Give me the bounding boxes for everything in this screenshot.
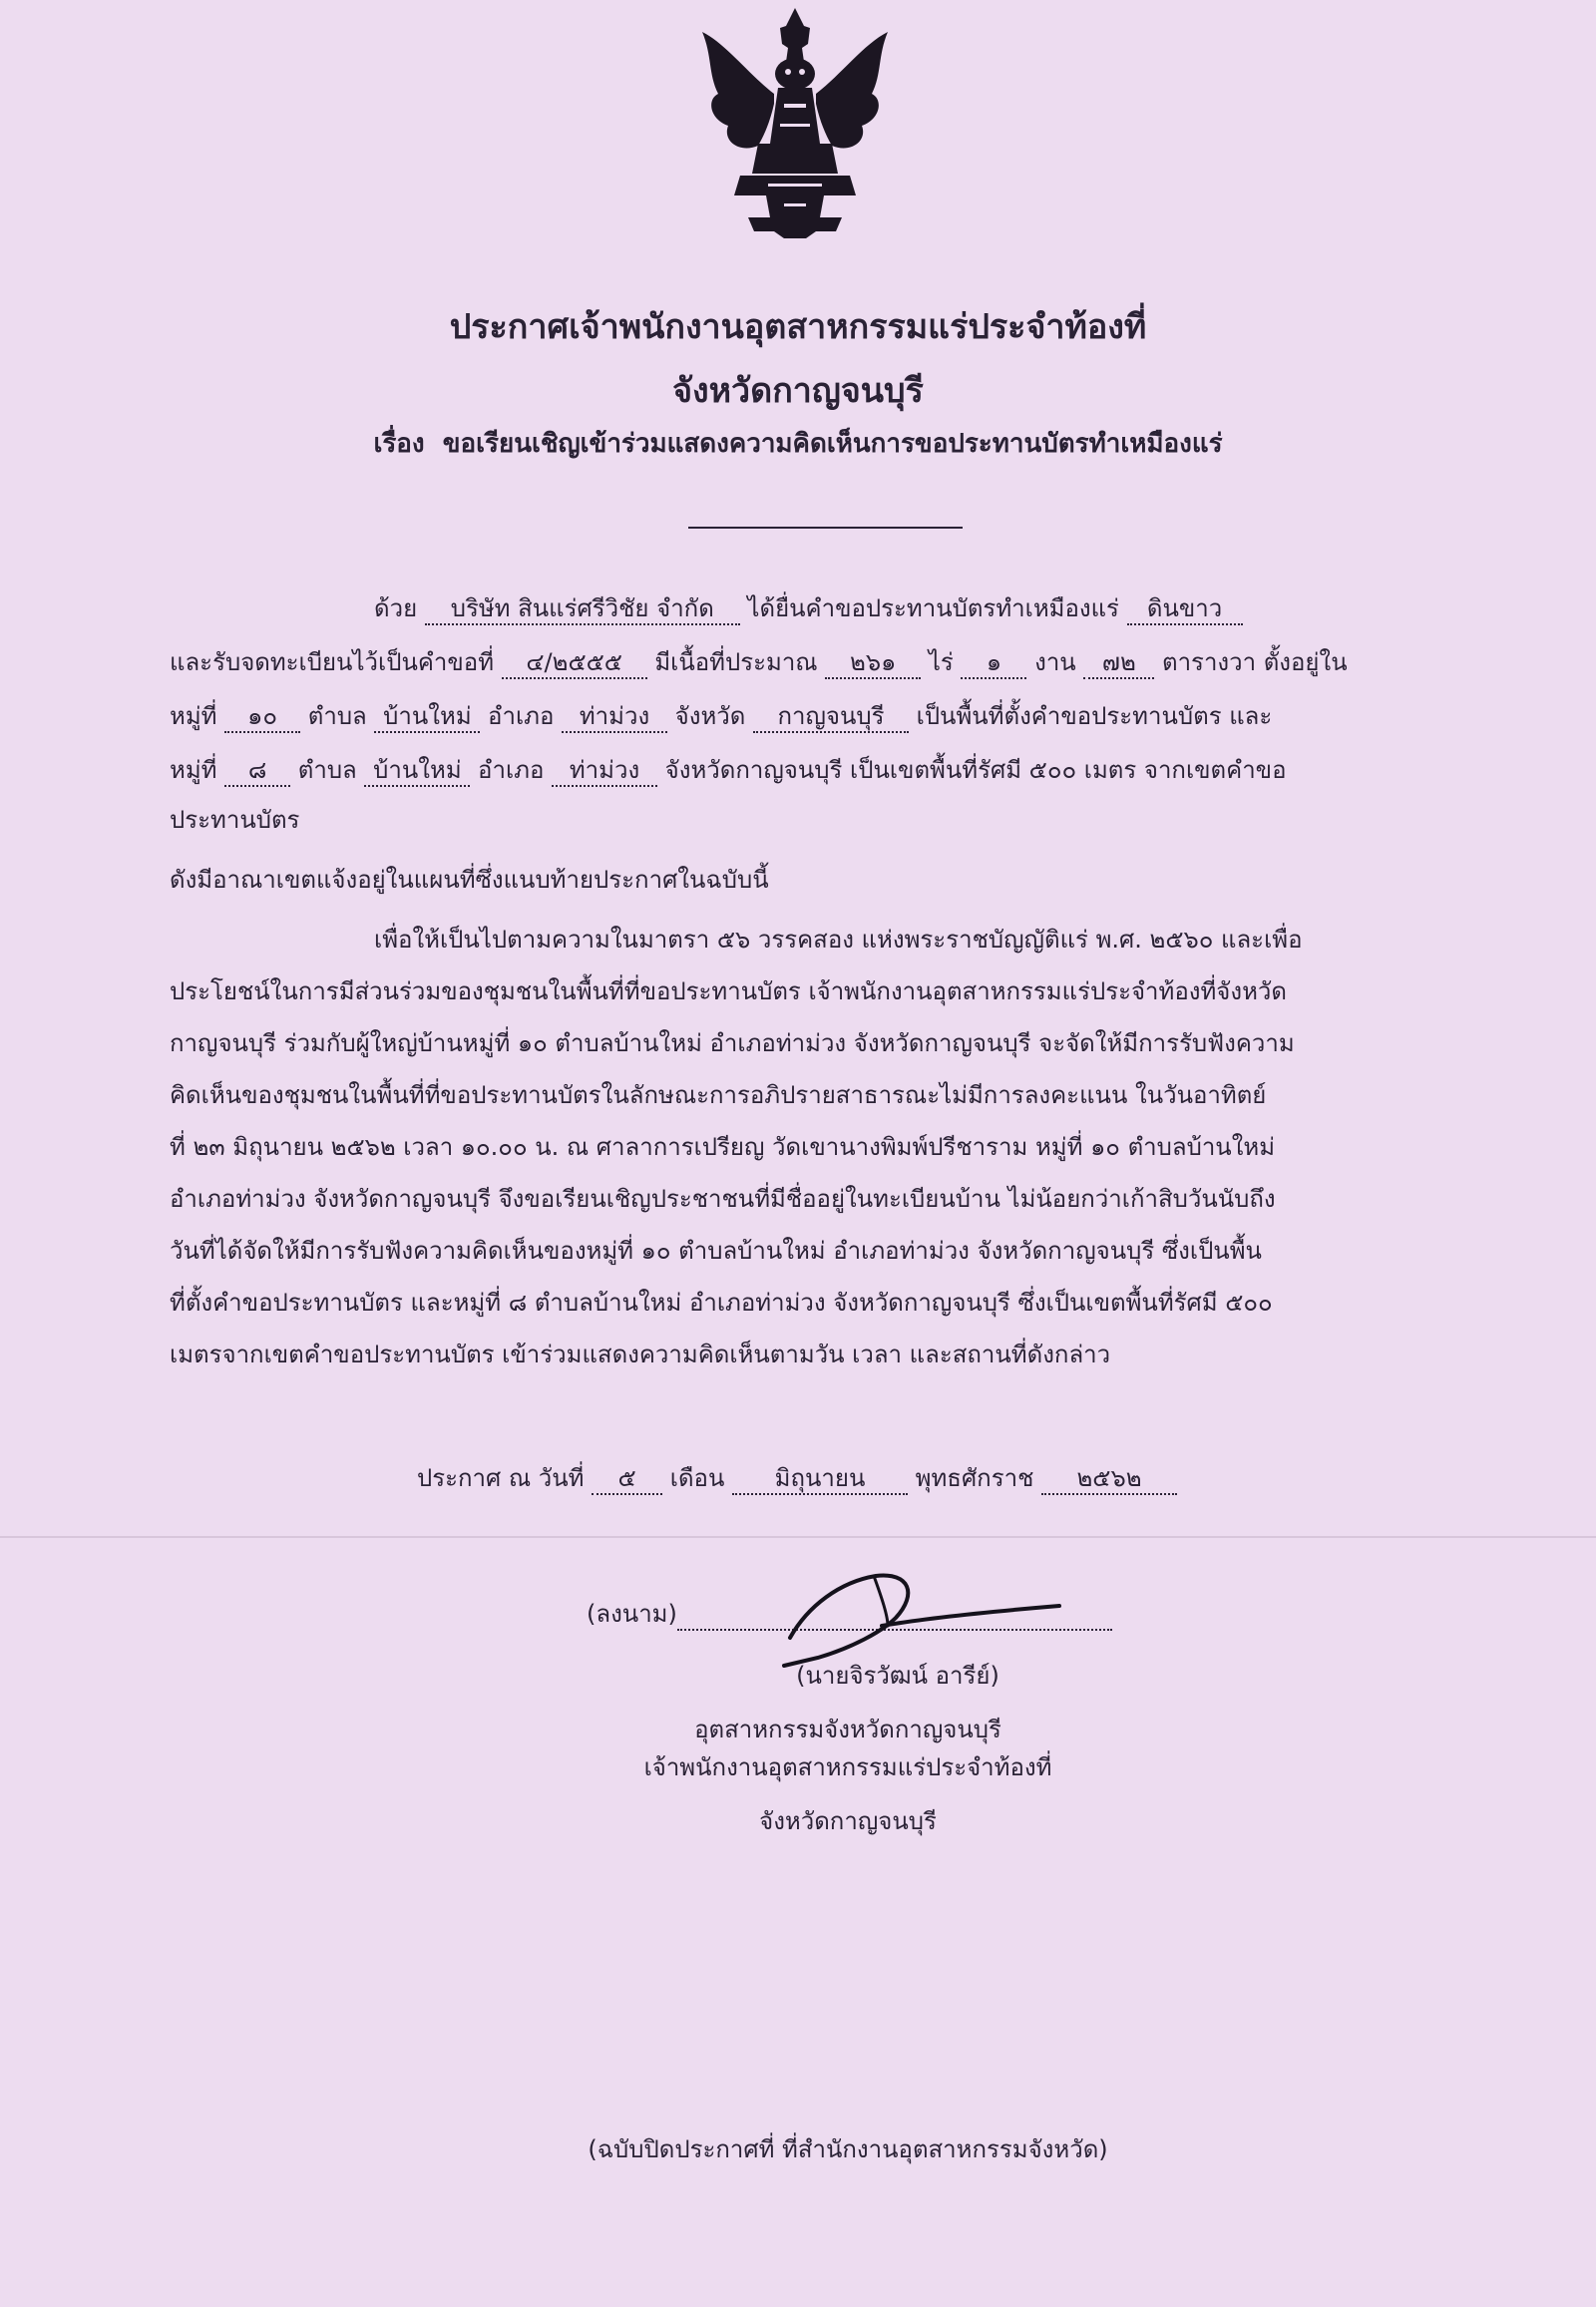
para2-line: เมตรจากเขตคำขอประทานบัตร เข้าร่วมแสดงความคิดเห็นตามวัน เวลา และสถานที่ดังกล่าว [170, 1341, 1111, 1368]
para2-line: ที่ ๒๓ มิถุนายน ๒๕๖๒ เวลา ๑๐.๐๐ น. ณ ศาลาการเปรียญ วัดเขานางพิมพ์ปรีชาราม หมู่ที่ ๑๐ ตำบลบ้านใหม่ [170, 1133, 1276, 1161]
announcement-subject [0, 423, 1596, 464]
para2-line: อำเภอท่าม่วง จังหวัดกาญจนบุรี จึงขอเรียนเชิญประชาชนที่มีชื่ออยู่ในทะเบียนบ้าน ไม่น้อยกว่าเก้าสิบวันนับถึง [170, 1185, 1276, 1213]
para1-map-note: ดังมีอาณาเขตแจ้งอยู่ในแผนที่ซึ่งแนบท้ายประกาศในฉบับนี้ [170, 866, 769, 894]
tambon1-field: บ้านใหม่ [374, 702, 480, 733]
para2-line: วันที่ได้จัดให้มีการรับฟังความคิดเห็นของหมู่ที่ ๑๐ ตำบลบ้านใหม่ อำเภอท่าม่วง จังหวัดกาญจนบุรี ซึ่งเป็นพื้น [170, 1237, 1262, 1265]
garuda-emblem [688, 4, 903, 238]
rai-field: ๒๖๑ [825, 648, 921, 679]
mineral-field: ดินขาว [1127, 594, 1243, 625]
subject-text: ขอเรียนเชิญเข้าร่วมแสดงความคิดเห็นการขอประทานบัตรทำเหมืองแร่ [442, 429, 1223, 459]
signer-position-2: เจ้าพนักงานอุตสาหกรรมแร่ประจำท้องที่ [643, 1753, 1052, 1781]
date-day-field: ๕ [592, 1464, 662, 1495]
wa-field: ๗๒ [1083, 648, 1154, 679]
para1-line3: หมู่ที่ ๑๐ ตำบล บ้านใหม่ อำเภอ ท่าม่วง จังหวัด กาญจนบุรี เป็นพื้นที่ตั้งคำขอประทานบัตร และ [170, 702, 1466, 733]
tambon2-field: บ้านใหม่ [364, 756, 470, 787]
amphoe1-field: ท่าม่วง [562, 702, 667, 733]
sign-label: (ลงนาม) [587, 1600, 677, 1628]
signer-name: (นายจิรวัฒน์ อารีย์) [796, 1662, 999, 1690]
para2-line: คิดเห็นของชุมชนในพื้นที่ที่ขอประทานบัตรในลักษณะการอภิปรายสาธารณะไม่มีการลงคะแนน ในวันอาทิตย์ [170, 1081, 1267, 1109]
signature-line [587, 1600, 1596, 1631]
para2-line: ประโยชน์ในการมีส่วนร่วมของชุมชนในพื้นที่ที่ขอประทานบัตร เจ้าพนักงานอุตสาหกรรมแร่ประจำท้องที่จังหวัด [170, 977, 1287, 1005]
moo1-field: ๑๐ [224, 702, 300, 733]
para2-line: กาญจนบุรี ร่วมกับผู้ใหญ่บ้านหมู่ที่ ๑๐ ตำบลบ้านใหม่ อำเภอท่าม่วง จังหวัดกาญจนบุรี จะจัดให้มีการรับฟังความ [170, 1029, 1295, 1057]
announcement-province: จังหวัดกาญจนบุรี [672, 371, 924, 411]
para2-line: ที่ตั้งคำขอประทานบัตร และหมู่ที่ ๘ ตำบลบ้านใหม่ อำเภอท่าม่วง จังหวัดกาญจนบุรี ซึ่งเป็นเขตพื้นที่รัศมี ๕๐๐ [170, 1289, 1273, 1317]
dateline: ประกาศ ณ วันที่ ๕ เดือน มิถุนายน พุทธศักราช ๒๕๖๒ [417, 1464, 1596, 1495]
handwritten-signature [778, 1568, 1062, 1668]
para1-line4: หมู่ที่ ๘ ตำบล บ้านใหม่ อำเภอ ท่าม่วง จังหวัดกาญจนบุรี เป็นเขตพื้นที่รัศมี ๕๐๐ เมตร จากเขตคำขอ [170, 756, 1466, 787]
date-month-field: มิถุนายน [732, 1464, 908, 1495]
province1-field: กาญจนบุรี [753, 702, 909, 733]
announcement-title: ประกาศเจ้าพนักงานอุตสาหกรรมแร่ประจำท้องที่ [449, 307, 1147, 347]
para1-line2: และรับจดทะเบียนไว้เป็นคำขอที่ ๔/๒๕๕๕ มีเนื้อที่ประมาณ ๒๖๑ ไร่ ๑ งาน ๗๒ ตารางวา ตั้งอยู่ใน [170, 648, 1466, 679]
date-year-field: ๒๕๖๒ [1041, 1464, 1177, 1495]
signer-position-3: จังหวัดกาญจนบุรี [759, 1807, 937, 1835]
paper-fold-line [0, 1536, 1596, 1538]
company-field: บริษัท สินแร่ศรีวิชัย จำกัด [425, 594, 740, 625]
para1-line1: ด้วย บริษัท สินแร่ศรีวิชัย จำกัด ได้ยื่นคำขอประทานบัตรทำเหมืองแร่ ดินขาว [170, 594, 1466, 625]
request-number-field: ๔/๒๕๕๕ [502, 648, 647, 679]
subject-label: เรื่อง [373, 429, 425, 459]
amphoe2-field: ท่าม่วง [552, 756, 657, 787]
moo2-field: ๘ [224, 756, 290, 787]
para1-line5: ประทานบัตร [170, 806, 300, 834]
footer-note: (ฉบับปิดประกาศที่ ที่สำนักงานอุตสาหกรรมจังหวัด) [588, 2135, 1108, 2163]
para2-line: เพื่อให้เป็นไปตามความในมาตรา ๕๖ วรรคสอง แห่งพระราชบัญญัติแร่ พ.ศ. ๒๕๖๐ และเพื่อ [374, 926, 1303, 954]
ngan-field: ๑ [961, 648, 1026, 679]
title-divider [688, 527, 963, 529]
signer-position-1: อุตสาหกรรมจังหวัดกาญจนบุรี [694, 1716, 1001, 1743]
